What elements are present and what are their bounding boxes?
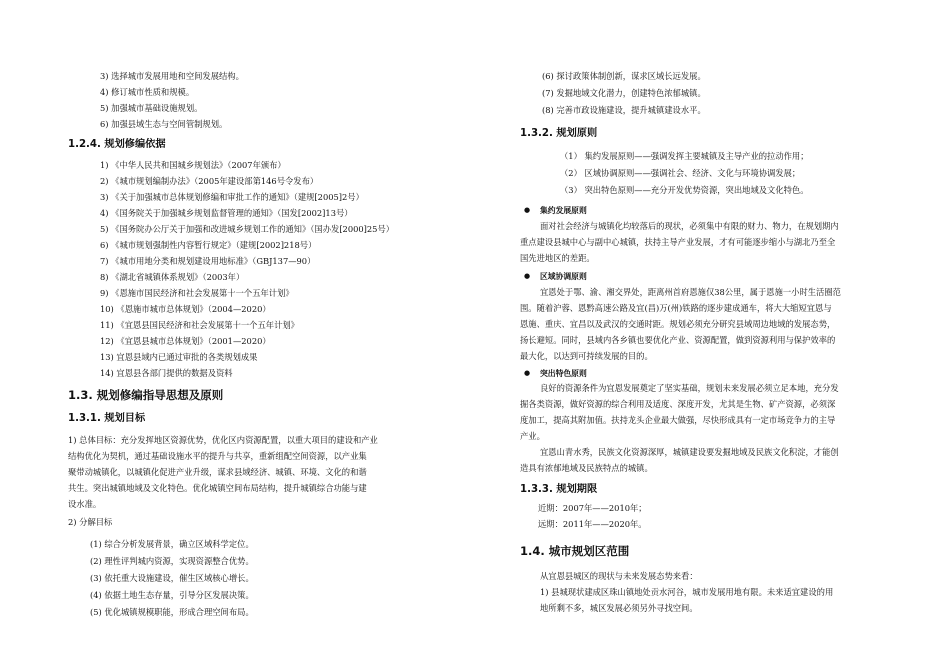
paragraph-line: 掘各类资源，做好资源的综合利用及适度、深度开发，尤其是生物、矿产资源，必须深 xyxy=(520,399,836,409)
subgoal-item: (3) 依托重大设施建设，催生区域核心增长。 xyxy=(90,573,254,583)
paragraph-line: 1) 总体目标：充分发挥地区资源优势，优化区内资源配置，以重大项目的建设和产业 xyxy=(68,435,378,445)
paragraph-line: 围。随着沪蓉、恩黔高速公路及宜(昌)万(州)铁路的逐步建成通车，将大大缩短宜恩与 xyxy=(520,303,832,313)
paragraph-line: 共生。突出城镇地域及文化特色。优化城镇空间布局结构，提升城镇综合功能与建 xyxy=(68,483,367,493)
section-heading-1-2-4: 1.2.4. 规划修编依据 xyxy=(68,139,166,150)
subgoal-item: (7) 发掘地域文化潜力，创建特色浓郁城镇。 xyxy=(542,88,706,98)
reference-item: 1) 《中华人民共和国城乡规划法》（2007年颁布） xyxy=(100,160,286,170)
paragraph-line: 恩施、重庆、宜昌以及武汉的交通时距。规划必须充分研究县域周边地域的发展态势， xyxy=(520,319,836,329)
list-item: 6) 加强县域生态与空间管制规划。 xyxy=(100,119,228,129)
list-item: 3) 选择城市发展用地和空间发展结构。 xyxy=(100,71,244,81)
paragraph-line: 结构优化为契机，通过基础设施水平的提升与共享，重新组配空间资源，以产业集 xyxy=(68,451,367,461)
section-heading-1-4: 1.4. 城市规划区范围 xyxy=(520,544,630,558)
subheading: 区域协调原则 xyxy=(540,272,587,281)
paragraph-line: 度加工，提高其附加值。扶持龙头企业最大做强，尽快形成具有一定市场竞争力的主导 xyxy=(520,415,836,425)
subgoal-item: (6) 探讨政策体制创新，谋求区域长远发展。 xyxy=(542,71,706,81)
section-heading-1-3-2: 1.3.2. 规划原则 xyxy=(520,128,598,139)
list-item: 5) 加强城市基础设施规划。 xyxy=(100,103,203,113)
paragraph-line: 最大化，以达到可持续发展的目的。 xyxy=(520,351,653,361)
subheading: 集约发展原则 xyxy=(540,206,587,215)
reference-item: 13) 宜恩县域内已通过审批的各类规划成果 xyxy=(100,352,258,362)
period-item: 远期：2011年——2020年。 xyxy=(538,519,647,529)
reference-item: 6) 《城市规划强制性内容暂行规定》（建规[2002]218号） xyxy=(100,240,317,250)
subgoal-item: (5) 优化城镇规模职能，形成合理空间布局。 xyxy=(90,607,254,617)
paragraph-line: 产业。 xyxy=(520,431,545,441)
subgoal-item: (1) 综合分析发展背景，确立区域科学定位。 xyxy=(90,539,254,549)
paragraph-line: 良好的资源条件为宜恩发展奠定了坚实基础，规划未来发展必须立足本地，充分发 xyxy=(540,383,839,393)
bullet-icon: ● xyxy=(524,272,531,280)
paragraph-line: 宜恩山青水秀，民族文化资源深厚，城镇建设要发掘地域及民族文化积淀，才能创 xyxy=(540,447,839,457)
bullet-icon: ● xyxy=(524,206,531,214)
paragraph-line: 设水准。 xyxy=(68,499,102,509)
reference-item: 8) 《湖北省城镇体系规划》（2003年） xyxy=(100,272,245,282)
reference-item: 5) 《国务院办公厅关于加强和改进城乡规划工作的通知》（国办发[2000]25号） xyxy=(100,224,395,234)
principle-item: （1） 集约发展原则——强调发挥主要城镇及主导产业的拉动作用； xyxy=(560,151,809,161)
subgoal-item: (4) 依据土地生态存量，引导分区发展决策。 xyxy=(90,590,254,600)
paragraph-line: 重点建设县城中心与副中心城镇，扶持主导产业发展，才有可能逐步缩小与湖北乃至全 xyxy=(520,237,836,247)
paragraph-line: 国先进地区的差距。 xyxy=(520,253,595,263)
paragraph-line: 造具有浓郁地域及民族特点的城镇。 xyxy=(520,463,653,473)
paragraph-line: 1) 县城现状建成区珠山镇地处贡水河谷，城市发展用地有限。未来适宜建设的用 xyxy=(540,587,834,597)
paragraph-line: 宜恩处于鄂、渝、湘交界处，距离州首府恩施仅38公里，属于恩施一小时生活圈范 xyxy=(540,287,841,297)
section-heading-1-3: 1.3. 规划修编指导思想及原则 xyxy=(68,388,224,402)
section-heading-1-3-1: 1.3.1. 规划目标 xyxy=(68,413,146,424)
section-heading-1-3-3: 1.3.3. 规划期限 xyxy=(520,484,598,495)
subgoal-item: (8) 完善市政设施建设，提升城镇建设水平。 xyxy=(542,105,706,115)
list-item: 4) 修订城市性质和规模。 xyxy=(100,87,195,97)
reference-item: 10) 《恩施市城市总体规划》（2004—2020） xyxy=(100,304,271,314)
period-item: 近期：2007年——2010年； xyxy=(538,503,647,513)
principle-item: （3） 突出特色原则——充分开发优势资源，突出地域及文化特色。 xyxy=(560,185,809,195)
reference-item: 9) 《恩施市国民经济和社会发展第十一个五年计划》 xyxy=(100,288,294,298)
reference-item: 2) 《城市规划编制办法》（2005年建设部第146号令发布） xyxy=(100,176,319,186)
subheading: 突出特色原则 xyxy=(540,369,587,378)
subgoal-item: (2) 理性评判城内资源，实现资源整合优势。 xyxy=(90,556,254,566)
reference-item: 14) 宜恩县各部门提供的数据及资料 xyxy=(100,368,233,378)
reference-item: 12) 《宜恩县城市总体规划》（2001—2020） xyxy=(100,336,271,346)
reference-item: 7) 《城市用地分类和规划建设用地标准》（GBJ137—90） xyxy=(100,256,316,266)
reference-item: 4) 《国务院关于加强城乡规划监督管理的通知》（国发[2002]13号） xyxy=(100,208,353,218)
paragraph-line: 地所剩不多，城区发展必须另外寻找空间。 xyxy=(540,603,698,613)
reference-item: 11) 《宜恩县国民经济和社会发展第十一个五年计划》 xyxy=(100,320,299,330)
bullet-icon: ● xyxy=(524,369,531,377)
list-item: 2) 分解目标 xyxy=(68,517,113,527)
principle-item: （2） 区域协调原则——强调社会、经济、文化与环境协调发展； xyxy=(560,168,801,178)
reference-item: 3) 《关于加强城市总体规划修编和审批工作的通知》（建规[2005]2号） xyxy=(100,192,364,202)
paragraph-line: 聚带动城镇化，以城镇化促进产业升级，谋求县域经济、城镇、环境、文化的和谐 xyxy=(68,467,367,477)
paragraph-line: 从宜恩县城区的现状与未来发展态势来看： xyxy=(540,571,698,581)
paragraph-line: 扬长避短。同时，县域内各乡镇也要优化产业、资源配置，做到资源利用与保护效率的 xyxy=(520,335,836,345)
paragraph-line: 面对社会经济与城镇化均较落后的现状，必须集中有限的财力、物力，在规划期内 xyxy=(540,221,839,231)
